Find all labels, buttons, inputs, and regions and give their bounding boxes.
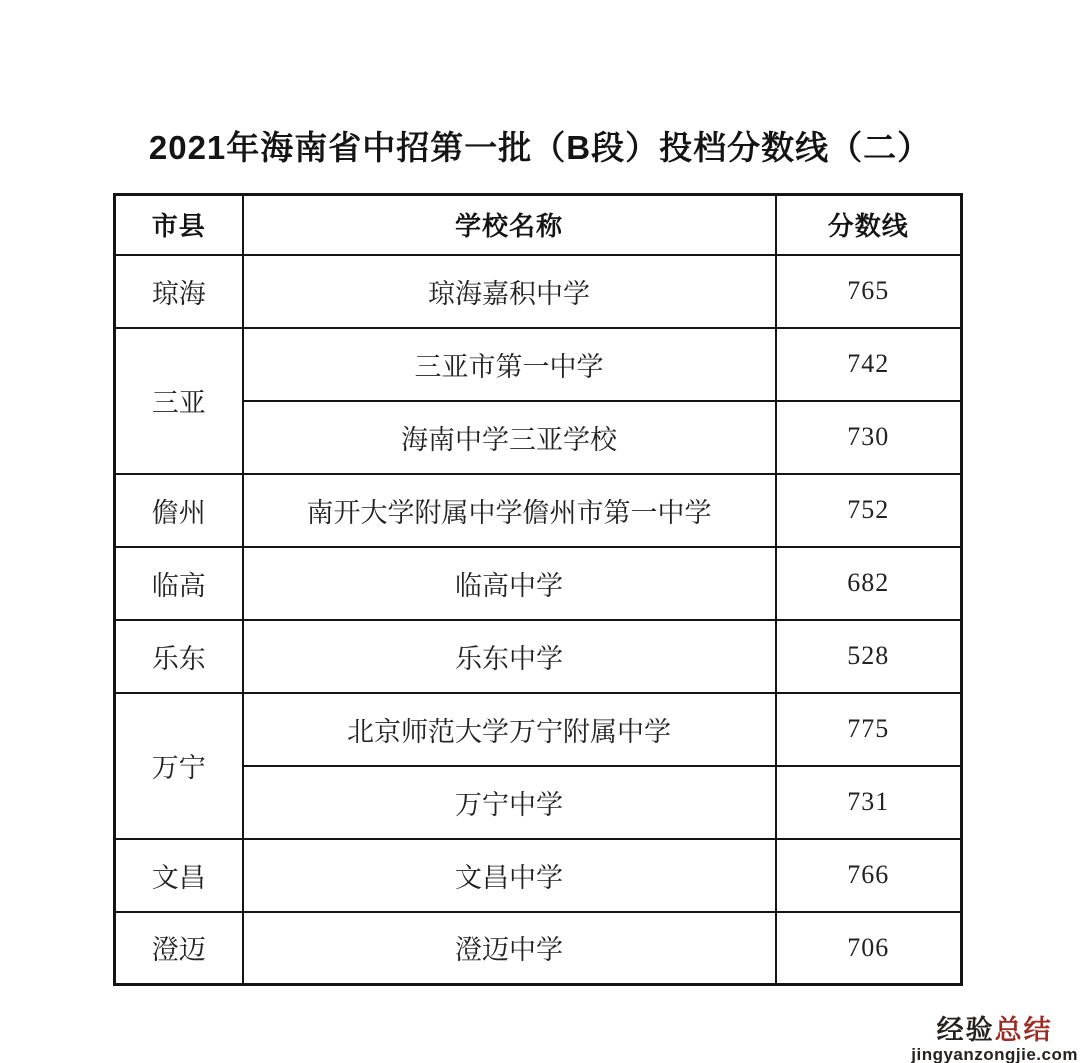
table-row (115, 620, 962, 693)
table-row (115, 766, 962, 839)
score-cell: 775 (776, 693, 962, 766)
table-row (115, 547, 962, 620)
column-header-school: 学校名称 (243, 195, 776, 255)
school-cell: 乐东中学 (243, 620, 776, 693)
city-cell: 万宁 (115, 693, 243, 839)
score-cell: 766 (776, 839, 962, 912)
school-cell: 北京师范大学万宁附属中学 (243, 693, 776, 766)
watermark-domain: jingyanzongjie.com (911, 1045, 1078, 1063)
table-row (115, 328, 962, 401)
city-cell: 三亚 (115, 328, 243, 474)
score-table (113, 193, 963, 986)
header-row (115, 195, 962, 255)
table-row (115, 693, 962, 766)
table-row (115, 255, 962, 328)
page-title: 2021年海南省中招第一批（B段）投档分数线（二） (148, 129, 932, 166)
school-cell: 临高中学 (243, 547, 776, 620)
score-cell: 730 (776, 401, 962, 474)
school-cell: 南开大学附属中学儋州市第一中学 (243, 474, 776, 547)
school-cell: 三亚市第一中学 (243, 328, 776, 401)
city-cell: 儋州 (115, 474, 243, 547)
column-header-score: 分数线 (776, 195, 962, 255)
table-row (115, 912, 962, 985)
city-cell: 澄迈 (115, 912, 243, 985)
watermark-brand-red: 总结 (994, 1015, 1053, 1045)
school-cell: 万宁中学 (243, 766, 776, 839)
city-cell: 乐东 (115, 620, 243, 693)
score-cell: 742 (776, 328, 962, 401)
city-cell: 临高 (115, 547, 243, 620)
watermark (911, 1017, 1078, 1063)
score-cell: 682 (776, 547, 962, 620)
table-row (115, 401, 962, 474)
score-cell: 706 (776, 912, 962, 985)
score-cell: 752 (776, 474, 962, 547)
school-cell: 文昌中学 (243, 839, 776, 912)
watermark-brand (911, 1017, 1078, 1044)
school-cell: 澄迈中学 (243, 912, 776, 985)
city-cell: 琼海 (115, 255, 243, 328)
watermark-brand-black: 经验 (936, 1015, 995, 1045)
score-cell: 765 (776, 255, 962, 328)
score-cell: 731 (776, 766, 962, 839)
score-cell: 528 (776, 620, 962, 693)
column-header-city: 市县 (115, 195, 243, 255)
table-row (115, 839, 962, 912)
school-cell: 琼海嘉积中学 (243, 255, 776, 328)
city-cell: 文昌 (115, 839, 243, 912)
table-row (115, 474, 962, 547)
school-cell: 海南中学三亚学校 (243, 401, 776, 474)
